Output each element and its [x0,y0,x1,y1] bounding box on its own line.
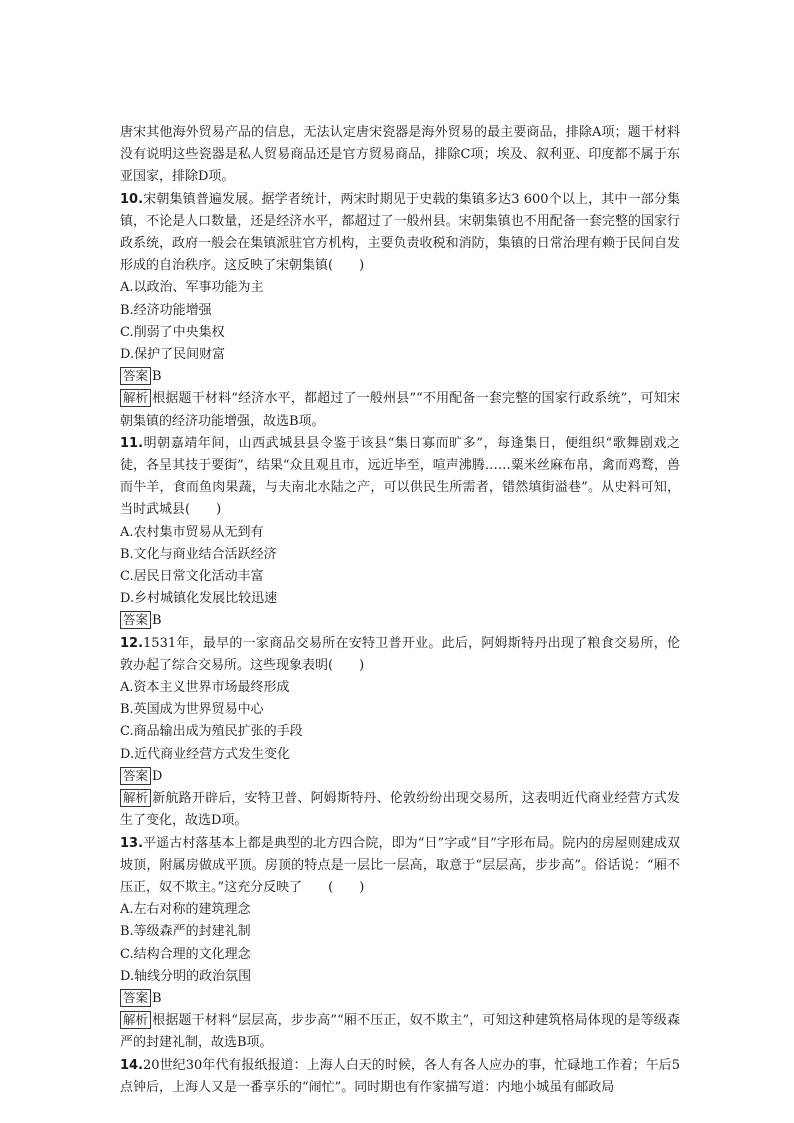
answer-line [120,366,680,388]
answer-tag: 答案 [120,611,151,629]
question-text: 1531年，最早的一家商品交易所在安特卫普开业。此后，阿姆斯特丹出现了粮食交易所，伦敦办起了综合交易所。这些现象表明( ) [120,635,680,673]
analysis-line [120,1010,680,1054]
answer-value: B [152,990,162,1006]
option-a: A.左右对称的建筑理念 [120,902,251,918]
question-10 [120,189,680,433]
option-b: B.英国成为世界贸易中心 [120,702,264,718]
option-d: D.保护了民间财富 [120,347,226,363]
question-stem [120,433,680,522]
question-number: 12. [120,635,144,651]
option-b: B.等级森严的封建礼制 [120,924,251,940]
analysis-text: 新航路开辟后，安特卫普、阿姆斯特丹、伦敦纷纷出现交易所，这表明近代商业经营方式发生了变化，故选D项。 [120,791,680,829]
option-c: C.削弱了中央集权 [120,324,225,340]
question-14 [120,1055,680,1099]
question-text: 宋朝集镇普遍发展。据学者统计，两宋时期见于史载的集镇多达3 600个以上，其中一部分集镇，不论是人口数量，还是经济水平，都超过了一般州县。宋朝集镇也不用配备一套完整的国家行政系统，政府一般会在集镇派驻官方机构，主要负责收税和消防，集镇的日常治理有赖于民间自发形成的自治秩序。这反映了宋朝集镇( ) [120,191,680,274]
option-c: C.结构合理的文化理念 [120,946,251,962]
question-text: 20世纪30年代有报纸报道：上海人白天的时候，各人有各人应办的事，忙碌地工作着；午后5点钟后，上海人又是一番享乐的“闹忙”。同时期也有作家描写道：内地小城虽有邮政局 [120,1057,680,1095]
option-d: D.乡村城镇化发展比较迅速 [120,591,278,607]
answer-value: B [152,369,162,385]
option-a: A.农村集市贸易从无到有 [120,524,264,540]
option-c: C.居民日常文化活动丰富 [120,569,264,585]
answer-value: B [152,613,162,629]
option-b: B.文化与商业结合活跃经济 [120,546,277,562]
question-text: 明朝嘉靖年间，山西武城县县令鉴于该县“集日寡而旷多”，每逢集日，便组织“歌舞剧戏之徒，各呈其技于要街”，结果“众且观且市，远近毕至，喧声沸腾……粟米丝麻布帛，禽而鸡鹜，兽而牛羊，食而鱼肉果蔬，与夫南北水陆之产，可以供民生所需者，错然填街溢巷”。从史料可知，当时武城县( ) [120,435,680,518]
analysis-tag: 解析 [120,789,151,807]
question-stem [120,633,680,677]
answer-line [120,766,680,788]
answer-line [120,610,680,632]
analysis-tag: 解析 [120,1011,151,1029]
question-stem [120,1055,680,1099]
answer-value: D [152,768,163,784]
answer-tag: 答案 [120,989,151,1007]
option-d: D.轴线分明的政治氛围 [120,968,252,984]
analysis-tag: 解析 [120,389,151,407]
question-13 [120,833,680,1055]
document-page [120,122,680,1099]
analysis-line [120,788,680,832]
answer-tag: 答案 [120,767,151,785]
question-text: 平遥古村落基本上都是典型的北方四合院，即为“日”字或“目”字形布局。院内的房屋则建成双坡顶，附属房做成平顶。房顶的特点是一层比一层高，取意于“层层高，步步高”。俗话说：“厢不压正，奴不欺主。”这充分反映了 ( ) [120,835,680,895]
analysis-text: 根据题干材料“经济水平，都超过了一般州县”“不用配备一套完整的国家行政系统”，可知宋朝集镇的经济功能增强，故选B项。 [120,391,680,429]
question-11 [120,433,680,633]
analysis-line [120,388,680,432]
option-c: C.商品输出成为殖民扩张的手段 [120,724,303,740]
option-d: D.近代商业经营方式发生变化 [120,746,291,762]
option-b: B.经济功能增强 [120,302,212,318]
question-number: 13. [120,835,144,851]
question-stem [120,189,680,278]
answer-line [120,988,680,1010]
question-number: 11. [120,435,144,451]
question-12 [120,633,680,833]
question-number: 10. [120,191,144,207]
intro-paragraph: 唐宋其他海外贸易产品的信息，无法认定唐宋瓷器是海外贸易的最主要商品，排除A项；题干材料没有说明这些瓷器是私人贸易商品还是官方贸易商品，排除C项；埃及、叙利亚、印度都不属于东亚国家，排除D项。 [120,125,680,185]
option-a: A.以政治、军事功能为主 [120,280,264,296]
question-number: 14. [120,1057,144,1073]
question-stem [120,833,680,900]
analysis-text: 根据题干材料“层层高，步步高”“厢不压正，奴不欺主”，可知这种建筑格局体现的是等级森严的封建礼制，故选B项。 [120,1013,680,1051]
option-a: A.资本主义世界市场最终形成 [120,680,290,696]
answer-tag: 答案 [120,367,151,385]
